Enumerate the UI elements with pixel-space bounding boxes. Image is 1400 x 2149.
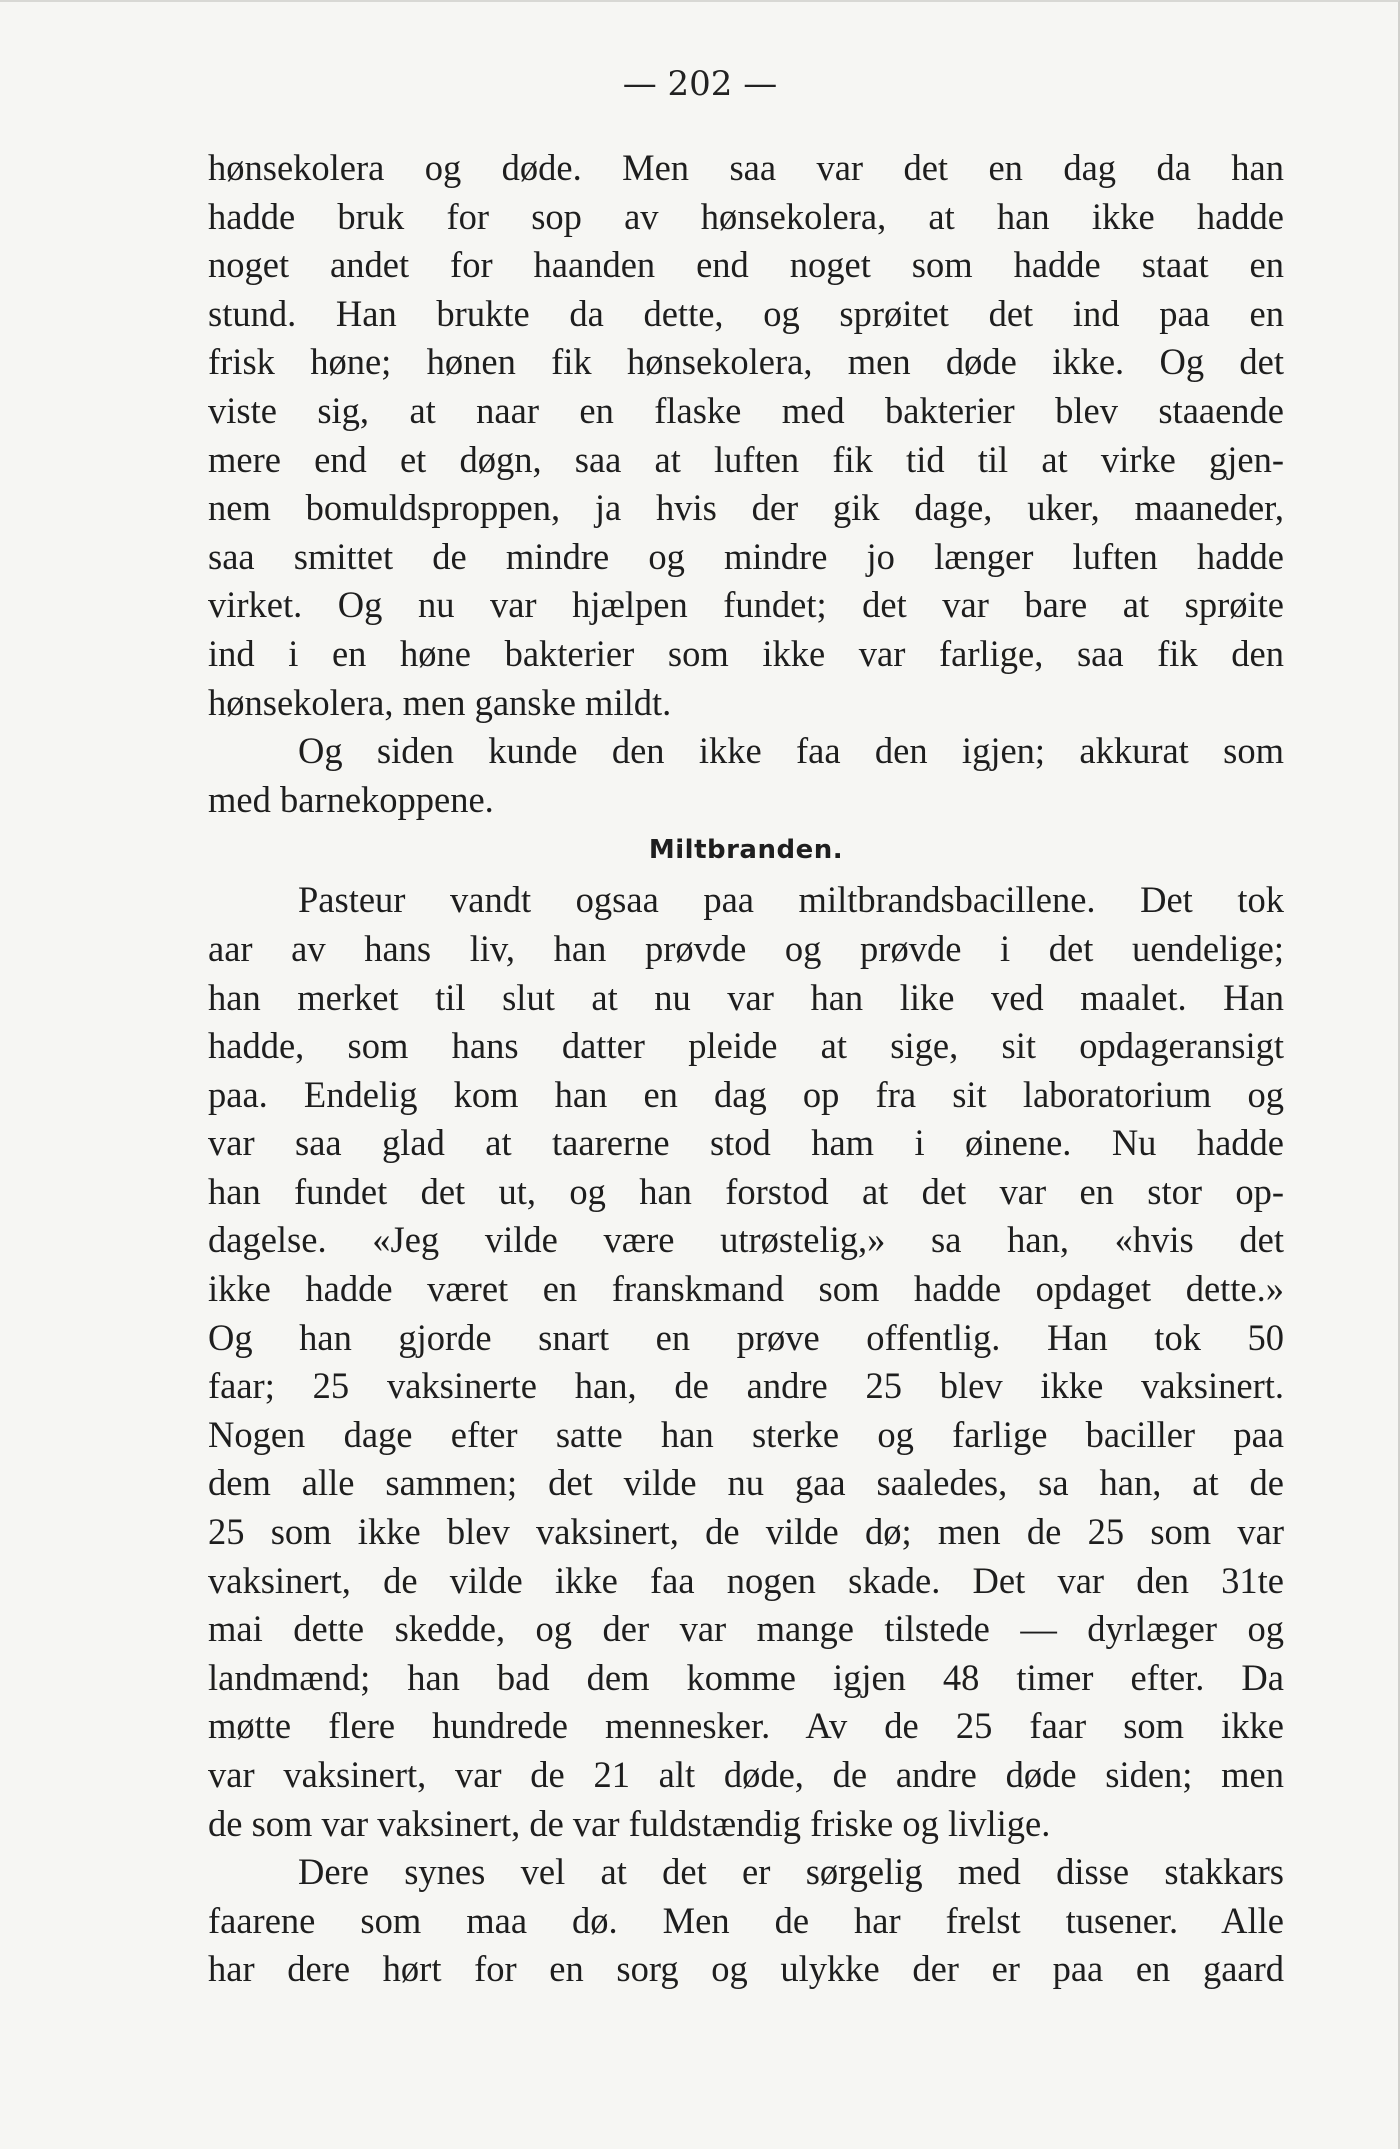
text-line: vaksinert, de vilde ikke faa nogen skade. Det var den 31te	[208, 1559, 1284, 1601]
text-line: Nogen dage efter satte han sterke og farlige baciller paa	[208, 1413, 1284, 1455]
text-line: aar av hans liv, han prøvde og prøvde i det uendelige;	[208, 927, 1284, 969]
text-line: ind i en høne bakterier som ikke var farlige, saa fik den	[208, 632, 1284, 674]
text-line: møtte flere hundrede mennesker. Av de 25 faar som ikke	[208, 1705, 1284, 1747]
text-line: 25 som ikke blev vaksinert, de vilde dø; men de 25 som var	[208, 1511, 1284, 1553]
text-line: ikke hadde været en franskmand som hadde opdaget dette.»	[208, 1268, 1284, 1310]
text-line: Og siden kunde den ikke faa den igjen; akkurat som	[298, 730, 1284, 772]
text-line: Dere synes vel at det er sørgelig med disse stakkars	[298, 1851, 1284, 1893]
text-line: stund. Han brukte da dette, og sprøitet det ind paa en	[208, 292, 1284, 334]
paragraph-1	[208, 144, 1284, 727]
text-line: hønsekolera og døde. Men saa var det en dag da han	[208, 147, 1284, 188]
text-line: saa smittet de mindre og mindre jo længer luften hadde	[208, 535, 1284, 577]
text-line: var vaksinert, var de 21 alt døde, de andre døde siden; men	[208, 1754, 1284, 1795]
text-line: viste sig, at naar en flaske med bakterier blev staaende	[208, 389, 1284, 431]
text-line: han fundet det ut, og han forstod at det var en stor op-	[208, 1170, 1284, 1212]
text-line: dagelse. «Jeg vilde være utrøstelig,» sa han, «hvis det	[208, 1219, 1284, 1261]
section-heading: Miltbranden.	[648, 835, 844, 866]
text-line: de som var vaksinert, de var fuldstændig friske og livlige.	[208, 1802, 1051, 1844]
paragraph-2	[208, 727, 1284, 824]
paragraph-4	[208, 1848, 1284, 1994]
text-line: hadde bruk for sop av hønsekolera, at han ikke hadde	[208, 195, 1284, 237]
text-line: har dere hørt for en sorg og ulykke der er paa en gaard	[208, 1948, 1284, 1990]
text-line: frisk høne; hønen fik hønsekolera, men døde ikke. Og det	[208, 341, 1284, 383]
text-line: nem bomuldsproppen, ja hvis der gik dage, uker, maaneder,	[208, 487, 1284, 529]
body-text	[208, 144, 1284, 1994]
text-line: dem alle sammen; det vilde nu gaa saaledes, sa han, at de	[208, 1462, 1284, 1504]
text-line: med barnekoppene.	[208, 778, 494, 820]
text-line: virket. Og nu var hjælpen fundet; det var bare at sprøite	[208, 584, 1284, 626]
text-line: mai dette skedde, og der var mange tilstede — dyrlæger og	[208, 1608, 1284, 1650]
text-line: mere end et døgn, saa at luften fik tid til at virke gjen-	[208, 438, 1284, 480]
text-line: faar; 25 vaksinerte han, de andre 25 blev ikke vaksinert.	[208, 1365, 1284, 1407]
text-line: Og han gjorde snart en prøve offentlig. Han tok 50	[208, 1316, 1284, 1358]
text-line: hadde, som hans datter pleide at sige, sit opdageransigt	[208, 1025, 1284, 1067]
text-line: hønsekolera, men ganske mildt.	[208, 681, 672, 723]
page-number: — 202 —	[622, 64, 778, 104]
text-line: Pasteur vandt ogsaa paa miltbrandsbacillene. Det tok	[298, 879, 1284, 921]
text-line: noget andet for haanden end noget som hadde staat en	[208, 244, 1284, 286]
paragraph-3	[208, 876, 1284, 1848]
text-line: faarene som maa dø. Men de har frelst tusener. Alle	[208, 1899, 1284, 1941]
text-line: paa. Endelig kom han en dag op fra sit laboratorium og	[208, 1073, 1284, 1115]
text-line: var saa glad at taarerne stod ham i øinene. Nu hadde	[208, 1122, 1284, 1164]
text-line: han merket til slut at nu var han like ved maalet. Han	[208, 976, 1284, 1018]
text-line: landmænd; han bad dem komme igjen 48 timer efter. Da	[208, 1656, 1284, 1698]
